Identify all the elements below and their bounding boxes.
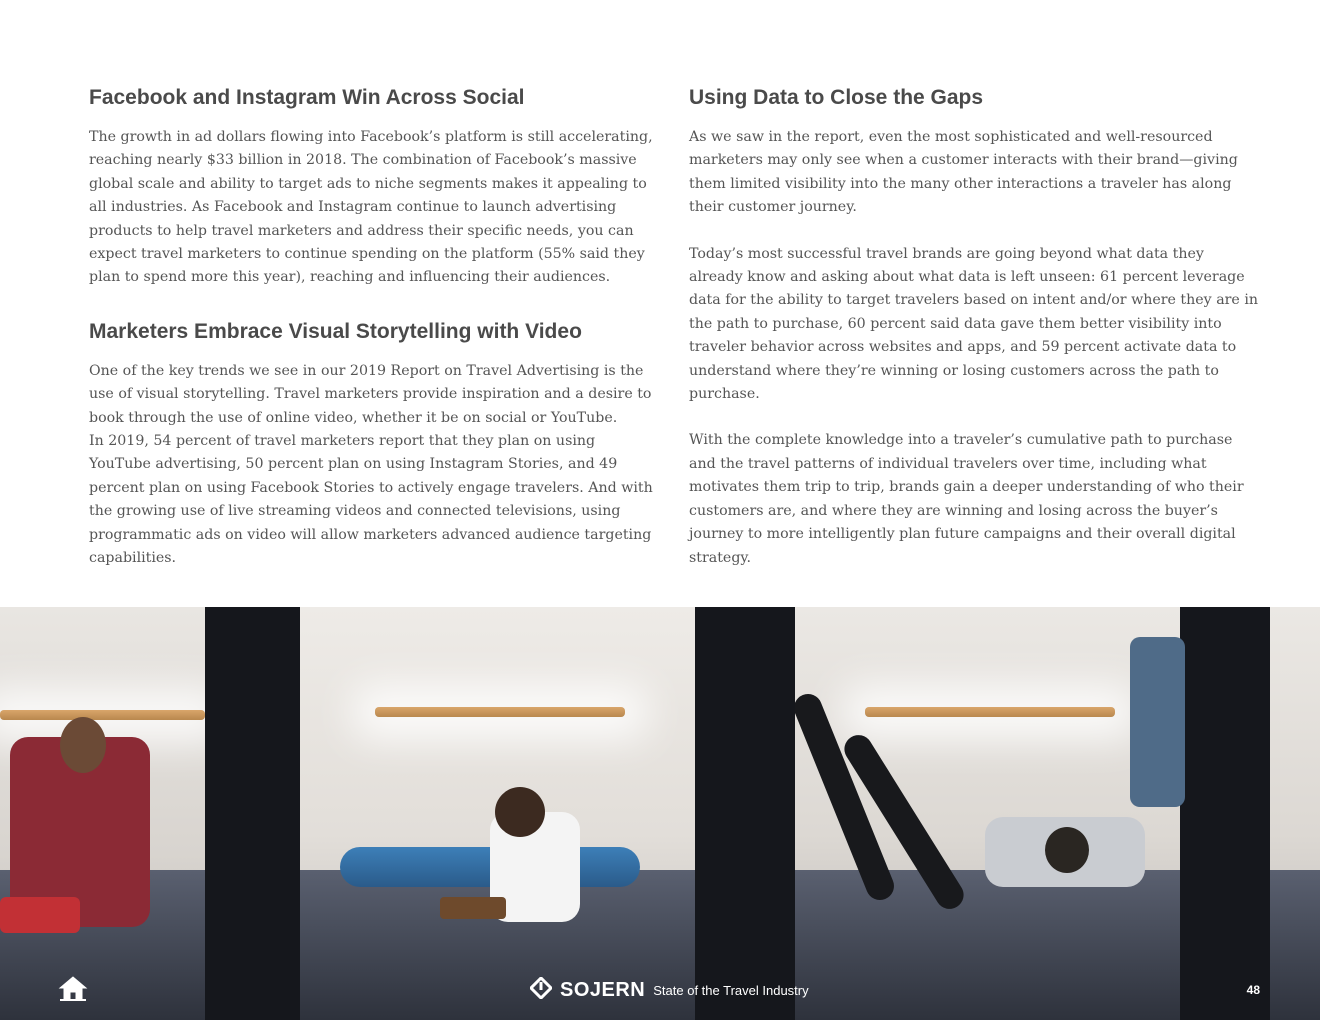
section-body-visual-storytelling-2: In 2019, 54 percent of travel marketers report that they plan on using YouTube advertising, 50 percent plan on using Instagram Stories, and 49 percent plan on using Facebook Stories to actively engage travelers. And with the growing use of live streaming videos and connected televisions, using programmatic ads on video will allow marketers advanced audience targeting capabilities. (89, 433, 653, 567)
section-body-visual-storytelling-1: One of the key trends we see in our 2019 Report on Travel Advertising is the use of visual storytelling. Travel marketers provide inspiration and a desire to book through the use of online video, whether it be on social or YouTube. (89, 362, 652, 426)
right-column (689, 84, 1261, 570)
page-number: 48 (1246, 983, 1260, 997)
pod-right (795, 607, 1320, 1020)
sojern-logo-text: SOJERN (560, 978, 646, 1001)
pod-center (300, 607, 695, 1020)
home-icon[interactable] (58, 975, 88, 1001)
section-body-facebook-instagram: The growth in ad dollars flowing into Facebook’s platform is still accelerating, reaching nearly $33 billion in 2018. The combination of Facebook’s massive global scale and ability to target ads to niche segments makes it appealing to all industries. As Facebook and Instagram continue to launch advertising products to help travel marketers and address their specific needs, you can expect travel marketers to continue spending on the platform (55% said they plan to spend more this year), reaching and influencing their audiences. (89, 129, 653, 286)
pod-left (0, 607, 205, 1020)
footer-brand (530, 978, 809, 1002)
left-column (89, 84, 661, 571)
sojern-logo-icon (530, 977, 552, 1003)
section-body-using-data-1: As we saw in the report, even the most sophisticated and well-resourced marketers may only see when a customer interacts with their brand—giving them limited visibility into the many other interactions a traveler has along their customer journey. (689, 129, 1238, 216)
section-heading-facebook-instagram: Facebook and Instagram Win Across Social (89, 86, 525, 109)
section-heading-using-data: Using Data to Close the Gaps (689, 86, 984, 109)
section-heading-visual-storytelling: Marketers Embrace Visual Storytelling with Video (89, 319, 582, 343)
report-title: State of the Travel Industry (653, 982, 809, 998)
section-body-using-data-3: With the complete knowledge into a traveler’s cumulative path to purchase and the travel patterns of individual travelers over time, including what motivates them trip to trip, brands gain a deeper understanding of who their customers are, and where they are winning and losing across the buyer’s journey to more intelligently plan future campaigns and their overall digital strategy. (689, 432, 1244, 566)
hostel-pods-photo (0, 607, 1320, 1020)
section-visual-storytelling (89, 318, 661, 571)
section-body-using-data-2: Today’s most successful travel brands are going beyond what data they already know and asking about what data is left unseen: 61 percent leverage data for the ability to target travelers based on intent and/or where they are in the path to purchase, 60 percent said data gave them better visibility into traveler behavior across websites and apps, and 59 percent activate data to understand where they’re winning or losing customers across the path to purchase. (689, 245, 1259, 403)
